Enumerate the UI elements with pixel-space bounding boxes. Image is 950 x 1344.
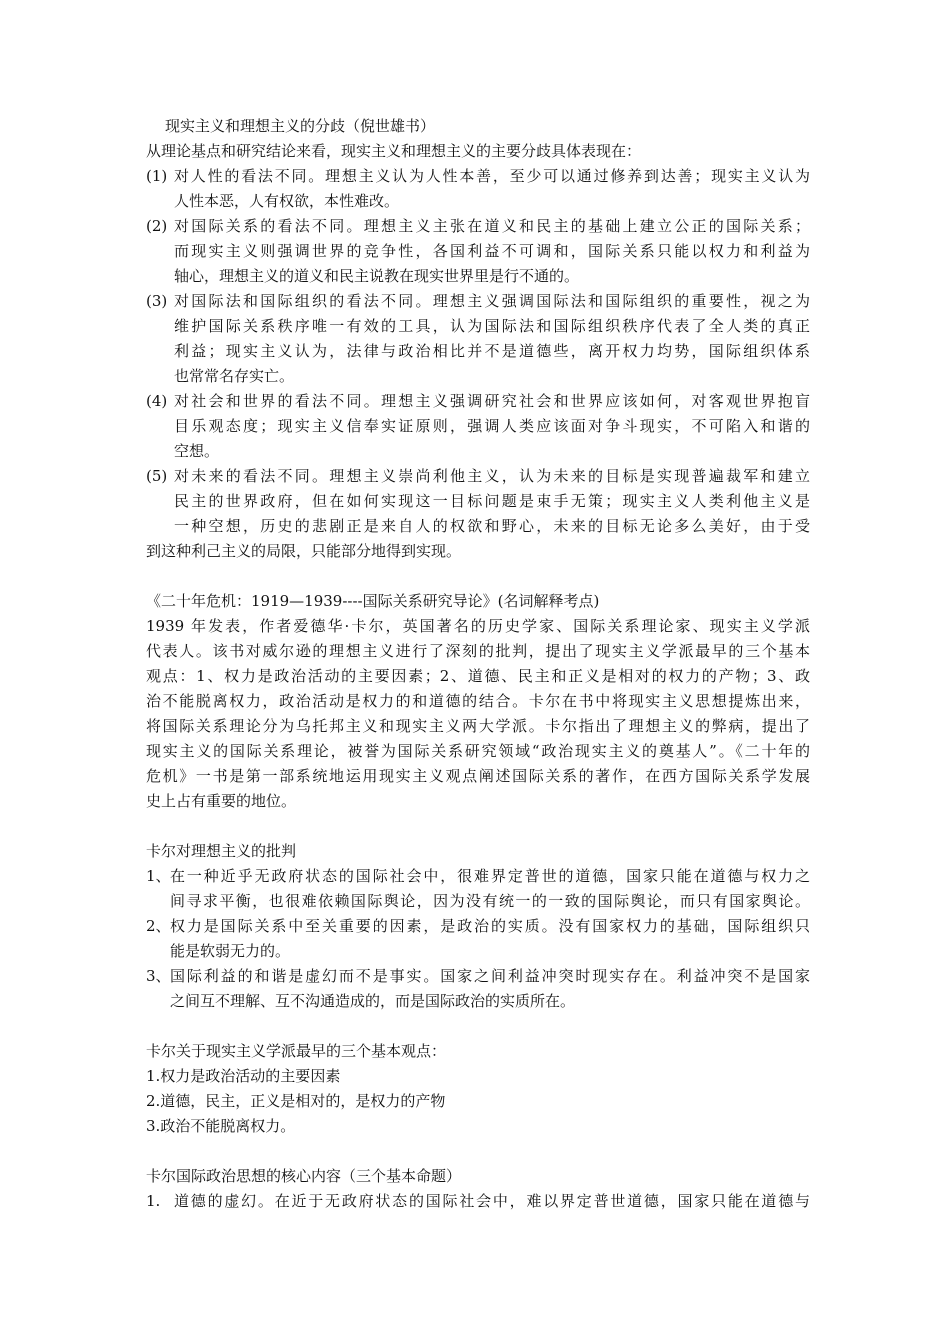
point-item: 1.权力是政治活动的主要因素: [146, 1067, 341, 1085]
text-line: 对国际法和国际组织的看法不同。理想主义强调国际法和国际组织的重要性，视之为: [174, 292, 810, 310]
text-line: 人性本恶，人有权欲，本性难改。: [174, 192, 400, 210]
text-line: 史上占有重要的地位。: [146, 792, 297, 810]
text-line: 将国际关系理论分为乌托邦主义和现实主义两大学派。卡尔指出了理想主义的弊病，提出了: [146, 717, 810, 735]
document-body: [146, 114, 810, 1214]
list-number: 1.: [146, 1192, 161, 1210]
text-line: 治不能脱离权力，政治活动是权力的和道德的结合。卡尔在书中将现实主义思想提炼出来，: [146, 692, 810, 710]
list-item: [146, 389, 810, 464]
text-line: 也常常名存实亡。: [174, 367, 295, 385]
text-line: 能是软弱无力的。: [170, 942, 291, 960]
text-line: 权力是国际关系中至关重要的因素，是政治的实质。没有国家权力的基础，国际组织只: [170, 917, 810, 935]
paragraph: 从理论基点和研究结论来看，现实主义和理想主义的主要分歧具体表现在：: [146, 142, 642, 160]
spacer: [146, 1139, 810, 1164]
text-line: 空想。: [174, 442, 220, 460]
text-line: 目乐观态度；现实主义信奉实证原则，强调人类应该面对争斗现实，不可陷入和谐的: [174, 417, 810, 435]
text-line: 1939 年发表，作者爱德华·卡尔，英国著名的历史学家、国际关系理论家、现实主义学派: [146, 617, 810, 635]
list-number: 2、: [146, 917, 171, 935]
point-item: 2.道德，民主，正义是相对的，是权力的产物: [146, 1092, 446, 1110]
text-line: 民主的世界政府，但在如何实现这一目标问题是束手无策；现实主义人类利他主义是: [174, 492, 810, 510]
text-line: 对国际关系的看法不同。理想主义主张在道义和民主的基础上建立公正的国际关系；: [174, 217, 810, 235]
text-line: 而现实主义则强调世界的竞争性，各国利益不可调和，国际关系只能以权力和利益为: [174, 242, 810, 260]
text-line: 国际利益的和谐是虚幻而不是事实。国家之间利益冲突时现实存在。利益冲突不是国家: [170, 967, 810, 985]
list-number: (4): [146, 392, 168, 410]
list-item: [146, 964, 810, 1014]
text-line: 观点：1、权力是政治活动的主要因素；2、道德、民主和正义是相对的权力的产物；3、政: [146, 667, 810, 685]
list-item: [146, 289, 810, 389]
list-item: [146, 1189, 810, 1214]
section-title: 卡尔关于现实主义学派最早的三个基本观点：: [146, 1042, 447, 1060]
list-item: [146, 214, 810, 289]
list-number: (3): [146, 292, 168, 310]
text-line: 道德的虚幻。在近于无政府状态的国际社会中，难以界定普世道德，国家只能在道德与: [174, 1192, 810, 1210]
text-line: 到这种利己主义的局限，只能部分地得到实现。: [146, 542, 462, 560]
list-item: [146, 914, 810, 964]
spacer: [146, 814, 810, 839]
point-item: 3.政治不能脱离权力。: [146, 1117, 296, 1135]
text-line: 利益；现实主义认为，法律与政治相比并不是道德些，离开权力均势，国际组织体系: [174, 342, 810, 360]
text-line: 现实主义的国际关系理论，被誉为国际关系研究领域“政治现实主义的奠基人”。《二十年的: [146, 742, 810, 760]
text-line: 之间互不理解、互不沟通造成的，而是国际政治的实质所在。: [170, 992, 576, 1010]
list-number: (5): [146, 467, 168, 485]
text-line: 对未来的看法不同。理想主义崇尚利他主义，认为未来的目标是实现普遍裁军和建立: [174, 467, 810, 485]
text-line: 危机》一书是第一部系统地运用现实主义观点阐述国际关系的著作，在西方国际关系学发展: [146, 767, 810, 785]
section-title: 卡尔对理想主义的批判: [146, 842, 297, 860]
list-item: [146, 164, 810, 214]
section-title: 现实主义和理想主义的分歧（倪世雄书）: [165, 117, 436, 135]
text-line: 维护国际关系秩序唯一有效的工具，认为国际法和国际组织秩序代表了全人类的真正: [174, 317, 810, 335]
list-number: 3、: [146, 967, 171, 985]
section-title: 《二十年危机：1919—1939----国际关系研究导论》(名词解释考点): [146, 592, 600, 610]
spacer: [146, 1014, 810, 1039]
section-title: 卡尔国际政治思想的核心内容（三个基本命题）: [146, 1167, 462, 1185]
text-line: 对人性的看法不同。理想主义认为人性本善，至少可以通过修养到达善；现实主义认为: [174, 167, 810, 185]
text-line: 在一种近乎无政府状态的国际社会中，很难界定普世的道德，国家只能在道德与权力之: [170, 867, 810, 885]
text-line: 代表人。该书对威尔逊的理想主义进行了深刻的批判，提出了现实主义学派最早的三个基本: [146, 642, 810, 660]
list-number: (2): [146, 217, 168, 235]
text-line: 轴心，理想主义的道义和民主说教在现实世界里是行不通的。: [174, 267, 580, 285]
list-number: (1): [146, 167, 168, 185]
list-number: 1、: [146, 867, 171, 885]
text-line: 间寻求平衡，也很难依赖国际舆论，因为没有统一的一致的国际舆论，而只有国家舆论。: [170, 892, 810, 910]
text-line: 对社会和世界的看法不同。理想主义强调研究社会和世界应该如何，对客观世界抱盲: [174, 392, 810, 410]
spacer: [146, 564, 810, 589]
text-line: 一种空想，历史的悲剧正是来自人的权欲和野心，未来的目标无论多么美好，由于受: [174, 517, 810, 535]
list-item: [146, 864, 810, 914]
list-item: [146, 464, 810, 539]
